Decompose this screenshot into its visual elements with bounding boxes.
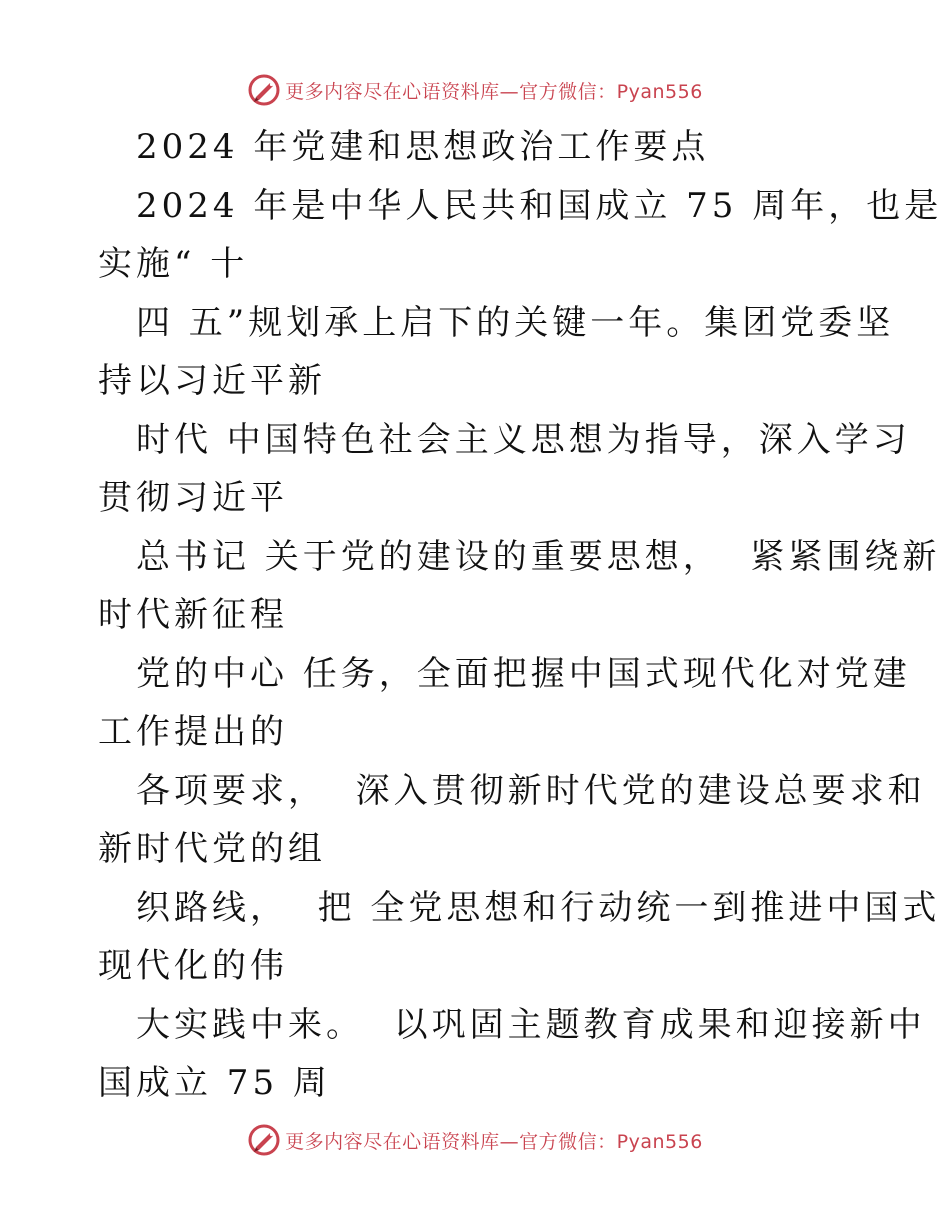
header-watermark: [247, 73, 703, 107]
page-footer: [0, 1120, 950, 1160]
text-line: 2024 年是中华人民共和国成立 75 周年，也是: [136, 185, 943, 226]
watermark-text: 更多内容尽在心语资料库—官方微信：Pyan556: [285, 80, 703, 103]
pen-logo-icon: [247, 1123, 281, 1157]
text-line: 各项要求， 深入贯彻新时代党的建设总要求和: [136, 770, 926, 811]
pen-logo-icon: [247, 73, 281, 107]
text-line: 大实践中来。 以巩固主题教育成果和迎接新中: [136, 1004, 926, 1045]
text-line: 织路线， 把 全党思想和行动统一到推进中国式: [136, 887, 941, 928]
text-line: 2024 年党建和思想政治工作要点: [136, 127, 710, 167]
text-line: 持以习近平新: [98, 361, 326, 401]
page-header: [0, 70, 950, 110]
text-line: 国成立 75 周: [98, 1063, 331, 1103]
watermark-text: 更多内容尽在心语资料库—官方微信：Pyan556: [285, 1130, 703, 1153]
text-line: 时代 中国特色社会主义思想为指导，深入学习: [136, 419, 911, 460]
text-line: 新时代党的组: [98, 829, 326, 869]
footer-watermark: [247, 1123, 703, 1157]
text-line: 实施“ 十: [98, 244, 249, 284]
text-line: 贯彻习近平: [98, 478, 288, 518]
document-body: [98, 118, 943, 1113]
text-line: 工作提出的: [98, 712, 288, 752]
text-line: 时代新征程: [98, 595, 288, 635]
text-line: 四 五”规划承上启下的关键一年。集团党委坚: [136, 302, 895, 343]
text-line: 总书记 关于党的建设的重要思想， 紧紧围绕新: [136, 536, 941, 577]
text-line: 现代化的伟: [98, 946, 288, 986]
text-line: 党的中心 任务，全面把握中国式现代化对党建: [136, 653, 911, 694]
